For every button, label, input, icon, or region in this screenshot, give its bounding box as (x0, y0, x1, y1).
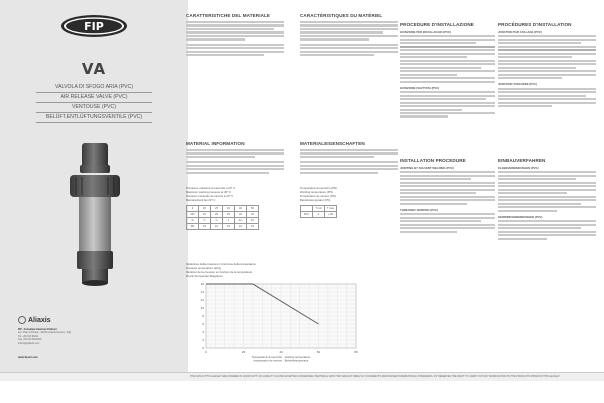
pressure-graph-block (186, 262, 386, 368)
it-material-heading: CARATTERISTICHE DEL MATERIALE (186, 13, 271, 18)
fr-install-section (498, 22, 596, 107)
pressure-table-caption: Pressione massima di esercizio a 20° C Maximum working pressure at 20° C Pression maximale de service à 20° C Betriebsdruck bei 20° C (186, 186, 236, 202)
graph-y-tick-label: 0 (202, 346, 204, 350)
fr-thread-text (498, 88, 596, 108)
fr-material-heading: CARACTÉRISTIQUES DU MATÉRIEL (300, 13, 383, 18)
de-thread-text (498, 220, 596, 240)
graph-y-tick-label: 12 (200, 298, 204, 302)
graph-y-tick-label: 10 (200, 306, 204, 310)
table-row: T min T max (301, 206, 337, 212)
en-thread-subheading: THREADED JOINTING (PVC) (400, 207, 438, 212)
graph-y-tick-label: 2 (202, 338, 204, 342)
de-install-text (498, 171, 596, 212)
product-name-de: BELÜFT.ENTLÜFTUNGSVENTILE (PVC) (36, 113, 152, 123)
graph-y-tick-label: 6 (202, 322, 204, 326)
footer (0, 372, 604, 403)
en-material-text (186, 149, 284, 174)
fr-material-text (300, 21, 398, 56)
table-row: d 20 25 32 40 50 (187, 206, 259, 212)
product-name-en: AIR RELEASE VALVE (PVC) (36, 93, 152, 103)
graph-y-tick-label: 8 (202, 314, 204, 318)
product-name-it: VALVOLA DI SFOGO ARIA (PVC) (36, 83, 152, 93)
graph-x-axis-label: Temperatura di esercizio · working temperature (251, 355, 311, 359)
en-install-text (400, 171, 495, 205)
fr-install-text (498, 35, 596, 79)
table-row: PVC 0 + 60 (301, 212, 337, 218)
company-address: FIP - Formatura Iniezione Polimeri Loc. Pian di Parata - 16015 Casella Genova - Italy Tel. +39 010 96211 Fax +39 010 9621209 info.fip@aliaxis.com (18, 328, 72, 345)
graph-x-axis-label: température de service · Betriebstemperatur (253, 358, 309, 363)
product-names (36, 83, 152, 123)
fip-logo (60, 14, 128, 38)
pressure-table (186, 205, 259, 230)
de-thread-subheading: GEWINDEVERBINDUNGEN (PVC) (498, 214, 543, 219)
temperature-table-caption: Temperatura di esercizio (PN) Working temperature (PN) Température de service (PN) Betriebstemperatur (PN) (300, 186, 337, 202)
en-material-heading: MATERIAL INFORMATION (186, 141, 245, 146)
it-thread-text (400, 91, 495, 118)
graph-caption: Variazione della pressione in funzione della temperatura Pressure temperature rating Variation de la pression en fonction de la température Druck-/Temperatur-Diagramm (186, 262, 256, 278)
graph-y-tick-label: 16 (200, 282, 204, 286)
table-row: PN 16 16 16 16 16 (187, 224, 259, 230)
table-row: DN 15 20 25 32 40 (187, 212, 259, 218)
en-solvent-subheading: JOINTING BY SOLVENT WELDING (PVC) (400, 166, 454, 170)
temperature-table-block (300, 186, 398, 218)
en-material-section (186, 141, 284, 174)
footer-disclaimer: THE DATA IN THIS LEAFLET ARE OFFERED IN GOOD FAITH. NO LIABILITY CAN BE ACCEPTED CONCERNING TECHNICAL DATA THAT ARE NOT DIRECTLY COVERED BY RECOGNISED INTERNATIONAL STANDARDS. FIP RESERVES THE RIGHT TO CARRY OUT ANY MODIFICATION TO THE PRODUCTS SHOWN IN THIS LEAFLET. (190, 374, 561, 378)
company-website: www.fipnet.com (18, 356, 38, 359)
model-title: VA (81, 60, 107, 78)
de-material-section (300, 141, 398, 174)
fr-material-section (300, 13, 398, 56)
product-name-fr: VENTOUSE (PVC) (36, 103, 152, 113)
it-install-section (400, 22, 495, 118)
it-install-text (400, 35, 495, 82)
de-material-text (300, 149, 398, 174)
en-install-section (400, 158, 495, 233)
svg-text:FIP: FIP (84, 20, 104, 33)
de-solvent-subheading: KLEBEVERBINDUNGEN (PVC) (498, 166, 539, 170)
it-material-text (186, 21, 284, 56)
en-install-heading: INSTALLATION PROCEDURE (400, 158, 466, 163)
it-solvent-subheading: GIUNZIONE PER INCOLLAGGIO (PVC) (400, 30, 451, 34)
graph-x-tick-label: 80 (354, 350, 358, 354)
graph-x-tick-label: 0 (205, 350, 207, 354)
cover-panel (0, 0, 188, 372)
aliaxis-ring-icon (18, 316, 26, 324)
en-thread-text (400, 213, 495, 233)
valve-product-image (66, 143, 124, 287)
graph-x-tick-label: 60 (316, 350, 321, 354)
graph-x-tick-label: 20 (241, 350, 246, 354)
de-install-section (498, 158, 596, 240)
pressure-temperature-graph (186, 280, 376, 368)
it-install-heading: PROCEDURE D'INSTALLAZIONE (400, 22, 474, 27)
pressure-table-block (186, 186, 296, 230)
de-material-heading: MATERIALEIGENSCHAFTEN (300, 141, 365, 146)
it-thread-subheading: GIUNZIONE FILETTATA (PVC) (400, 85, 440, 90)
graph-y-tick-label: 4 (202, 330, 204, 334)
fr-thread-subheading: JONCTION TARAUDÉE (PVC) (498, 82, 537, 87)
it-material-section (186, 13, 284, 56)
temperature-table (300, 205, 337, 218)
aliaxis-logo: Aliaxis (18, 316, 51, 324)
graph-x-tick-label: 40 (279, 350, 283, 354)
table-row: R ½ ¾ 1 1¼ 1½ (187, 218, 259, 224)
fr-install-heading: PROCÉDURES D'INSTALLATION (498, 22, 572, 27)
fr-solvent-subheading: JONCTION PAR COLLAGE (PVC) (498, 30, 542, 34)
de-install-heading: EINBAUVERFAHREN (498, 158, 546, 163)
graph-y-tick-label: 14 (200, 290, 204, 294)
